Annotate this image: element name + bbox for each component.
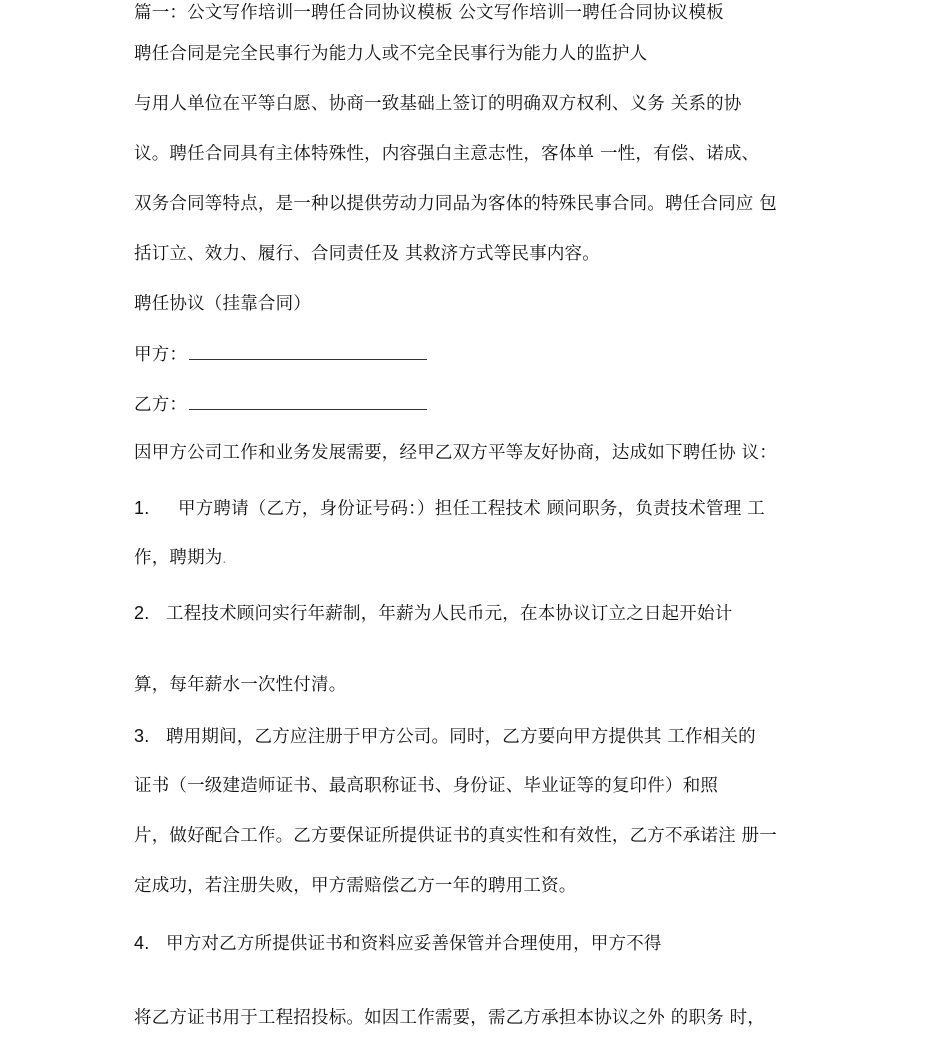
intro-first-line: 聘任合同是完全民事行为能力人或不完全民事行为能力人的监护人 [134,44,648,64]
clause-2-line-2: 算，每年薪水一次性付清。 [134,675,347,695]
party-a-label: 甲方： [134,345,188,365]
clause-1-text-2: 作，聘期为 [134,548,223,568]
clause-3-line-1 [134,725,756,748]
intro-line-3: 双务合同等特点，是一种以提供劳动力同品为客体的特殊民事合同。聘任合同应 包 [134,194,777,214]
party-b-blank [189,393,427,410]
intro-line-4: 括订立、效力、履行、合同责任及 其救济方式等民事内容。 [134,244,600,264]
clause-4-line-2: 将乙方证书用于工程招投标。如因工作需要，需乙方承担本协议之外 的职务 时， [134,1008,766,1028]
clause-3-line-3: 片，做好配合工作。乙方要保证所提供证书的真实性和有效性，乙方不承诺注 册一 [134,826,777,846]
clause-3-line-2: 证书（一级建造师证书、最高职称证书、身份证、毕业证等的复印件）和照 [134,776,719,796]
clause-3-line-4: 定成功，若注册失败，甲方需赔偿乙方一年的聘用工资。 [134,876,577,896]
preamble-line: 因甲方公司工作和业务发展需要，经甲乙双方平等友好协商，达成如下聘任协 议： [134,443,777,463]
clause-4-text-1: 甲方对乙方所提供证书和资料应妥善保管并合理使用，甲方不得 [166,934,662,954]
clause-1-text-1: 甲方聘请（乙方，身份证号码：）担任工程技术 顾问职务，负责技术管理 工 [178,499,765,519]
clause-2-number: 2. [134,603,150,623]
document-title-line: 篇一：公文写作培训一聘任合同协议模板 公文写作培训一聘任合同协议模板 [134,3,724,23]
intro-line-1: 与用人单位在平等白愿、协商一致基础上签订的明确双方权利、义务 关系的协 [134,94,742,114]
clause-3-text-1: 聘用期间，乙方应注册于甲方公司。同时，乙方要向甲方提供其 工作相关的 [166,727,756,747]
clause-2-text-1: 工程技术顾问实行年薪制，年薪为人民币元，在本协议订立之日起开始计 [166,604,733,624]
party-b-row [134,393,427,416]
clause-1-line-2 [134,547,227,570]
agreement-title: 聘任协议（挂靠合同） [134,294,311,314]
party-a-blank [189,343,427,360]
intro-line-2: 议。聘任合同具有主体特殊性，内容强白主意志性，客体单 一性，有偿、诺成、 [134,144,760,164]
clause-1-line-1 [134,497,765,520]
clause-4-number: 4. [134,933,150,953]
party-a-row [134,343,427,366]
clause-1-tail-mark: . [222,552,227,566]
clause-3-number: 3. [134,726,150,746]
party-b-label: 乙方： [134,395,188,415]
clause-1-number: 1. [134,498,150,518]
clause-4-line-1 [134,932,662,955]
clause-2-line-1 [134,602,732,625]
